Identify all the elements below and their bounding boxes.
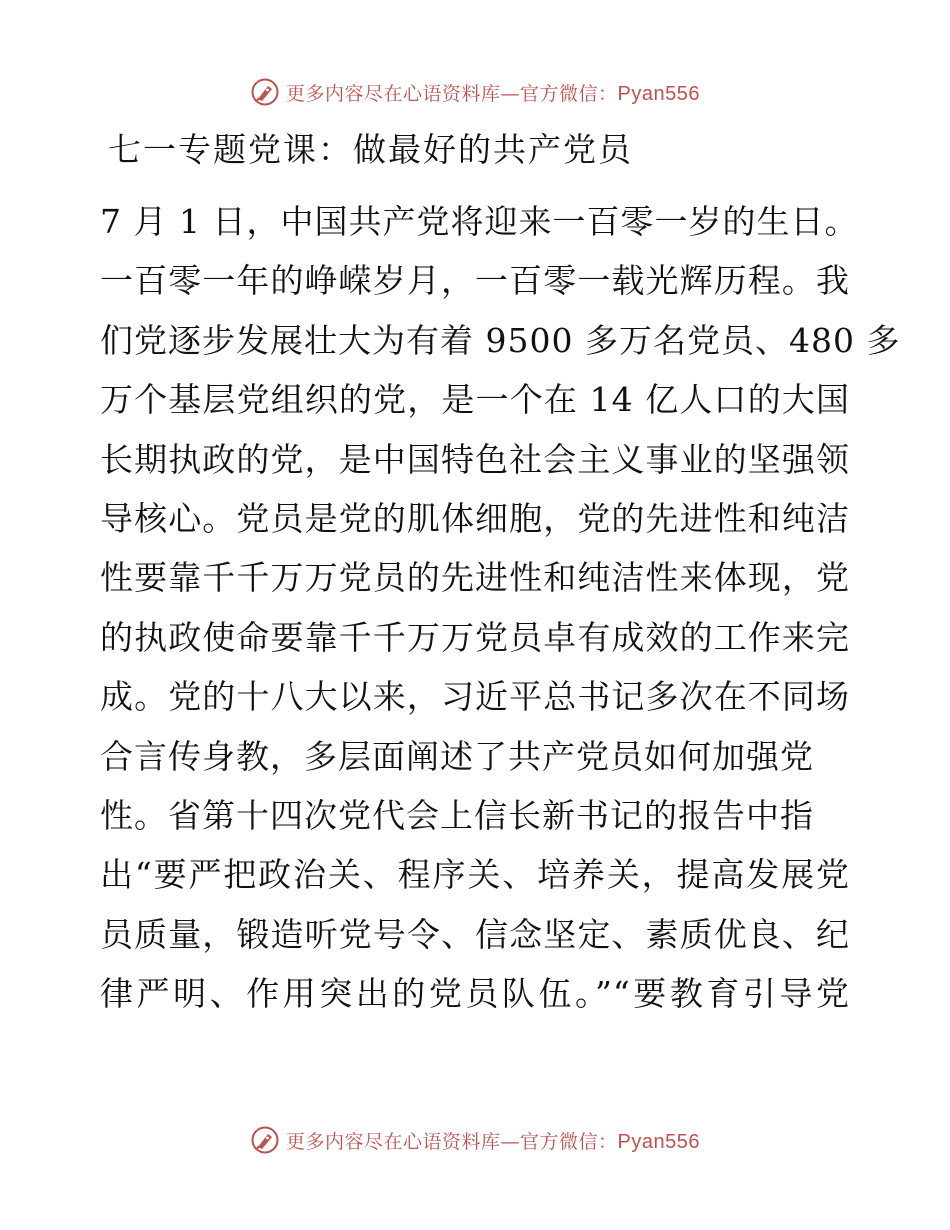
body-line: 律严明、作用突出的党员队伍。”“要教育引导党	[100, 974, 850, 1014]
body-line: 万个基层党组织的党，是一个在 14 亿人口的大国	[100, 380, 850, 420]
body-line: 性。省第十四次党代会上信长新书记的报告中指	[100, 795, 814, 835]
body-line: 出“要严把政治关、程序关、培养关，提高发展党	[100, 855, 850, 895]
body-line: 导核心。党员是党的肌体细胞，党的先进性和纯洁	[100, 498, 850, 538]
pen-nib-circle-icon	[250, 1125, 280, 1155]
body-line: 成。党的十八大以来，习近平总书记多次在不同场	[100, 677, 850, 717]
body-line: 一百零一年的峥嵘岁月，一百零一载光辉历程。我	[100, 261, 850, 301]
watermark-handle: Pyan556	[617, 1130, 700, 1153]
body-line: 们党逐步发展壮大为有着 9500 多万名党员、480 多	[100, 320, 901, 360]
body-line: 长期执政的党，是中国特色社会主义事业的坚强领	[100, 439, 850, 479]
watermark-text: 更多内容尽在心语资料库—官方微信：Pyan556	[286, 1130, 700, 1153]
watermark-footer	[0, 1120, 950, 1160]
body-line: 的执政使命要靠千千万万党员卓有成效的工作来完	[100, 617, 850, 657]
body-line: 性要靠千千万万党员的先进性和纯洁性来体现，党	[100, 558, 850, 598]
pen-nib-circle-icon	[250, 77, 280, 107]
body-line: 员质量，锻造听党号令、信念坚定、素质优良、纪	[100, 914, 850, 954]
body-line: 7 月 1 日，中国共产党将迎来一百零一岁的生日。	[100, 202, 859, 241]
document-title: 七一专题党课：做最好的共产党员	[108, 130, 633, 169]
watermark-handle: Pyan556	[617, 82, 700, 105]
watermark-text: 更多内容尽在心语资料库—官方微信：Pyan556	[286, 82, 700, 105]
document-body	[100, 192, 901, 1023]
watermark-header	[0, 72, 950, 112]
body-line: 合言传身教，多层面阐述了共产党员如何加强党	[100, 736, 814, 776]
